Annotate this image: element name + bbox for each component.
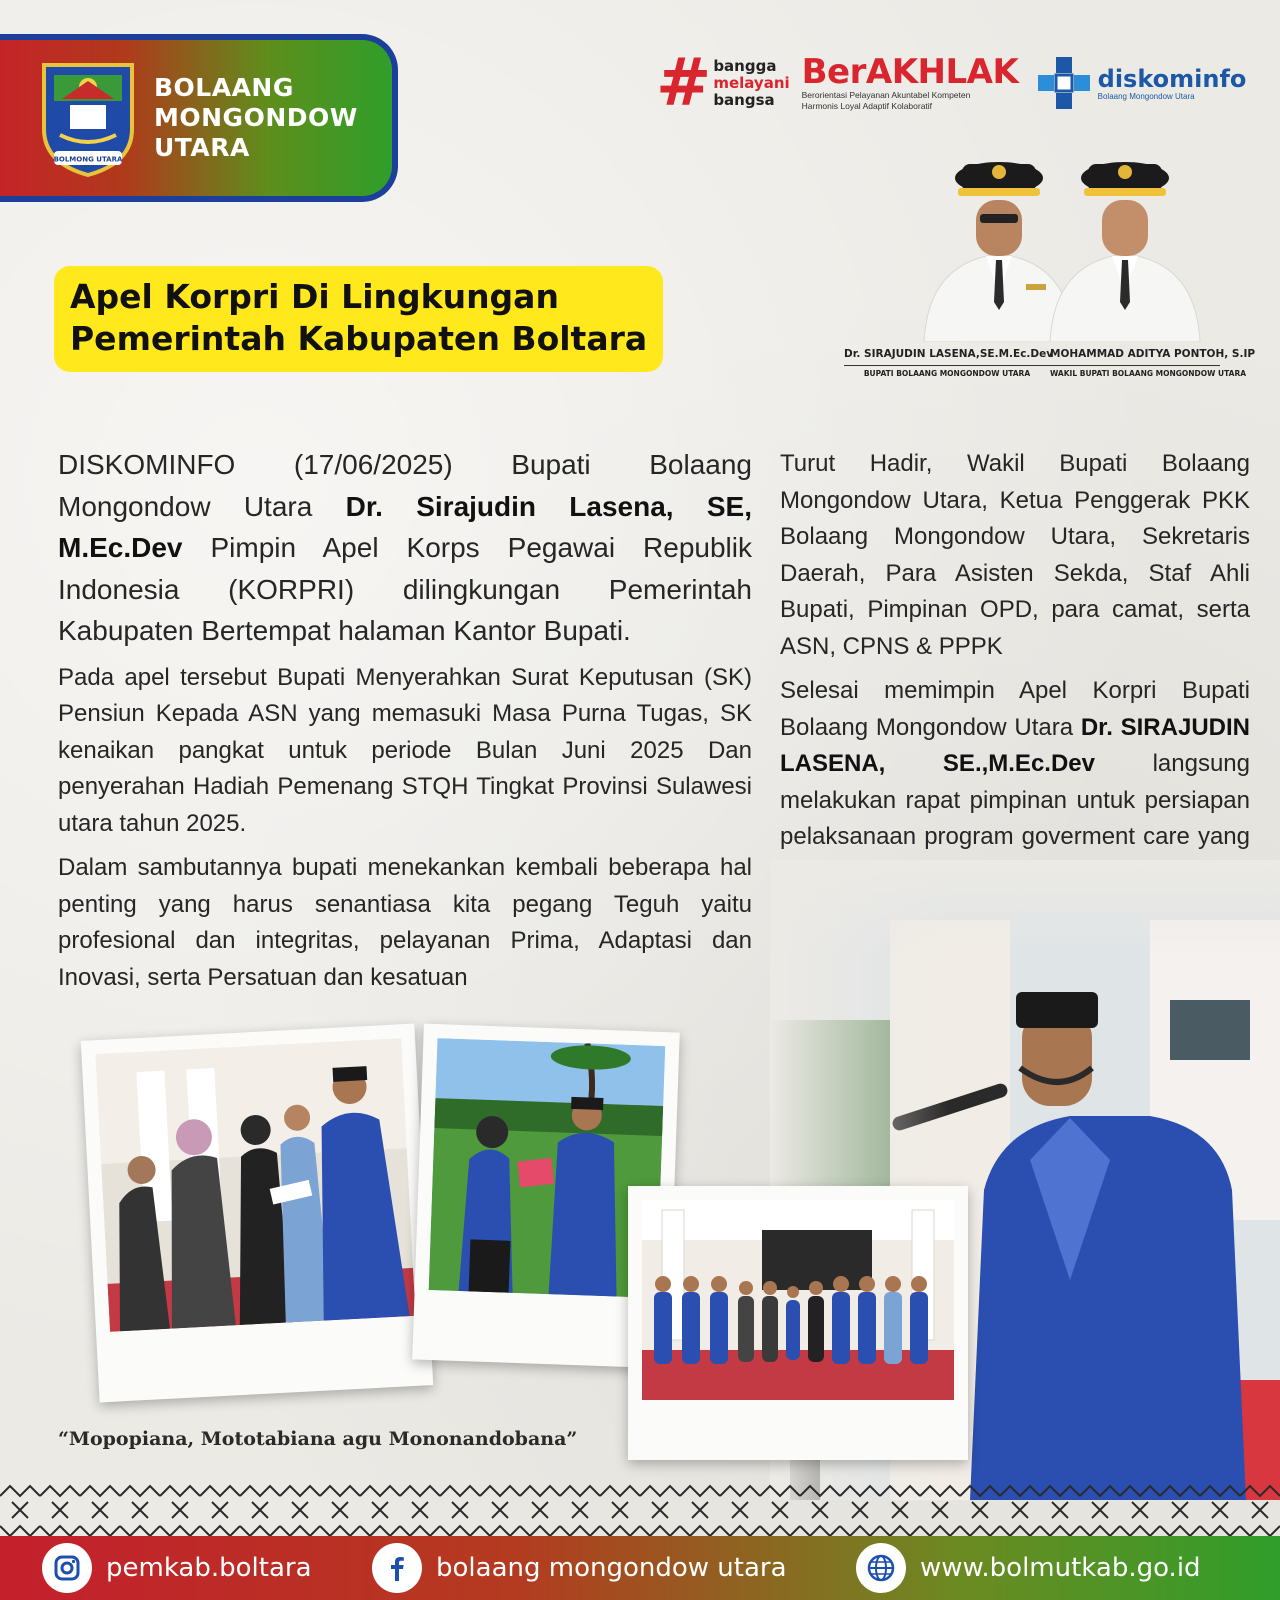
traditional-ornament-band: [0, 1480, 1280, 1536]
instagram-handle: pemkab.boltara: [106, 1553, 312, 1583]
instagram-link[interactable]: [42, 1543, 312, 1593]
bupati-caption: [844, 348, 1054, 378]
diskominfo-logo: [1036, 55, 1247, 111]
hashtag-symbol: #: [656, 44, 712, 121]
facebook-icon: [372, 1543, 422, 1593]
globe-icon: [856, 1543, 906, 1593]
official-role: WAKIL BUPATI BOLAANG MONGONDOW UTARA: [1050, 365, 1220, 378]
hashtag-word: bangga: [713, 56, 777, 75]
svg-text:BOLMONG UTARA: BOLMONG UTARA: [53, 155, 123, 164]
article-paragraph: [58, 444, 752, 652]
article-text: DISKOMINFO (17/06/2025) Bupati Bolaang Mongondow Utara: [58, 449, 752, 522]
website-url: www.bolmutkab.go.id: [920, 1553, 1201, 1583]
bangga-melayani-bangsa-logo: [656, 44, 790, 121]
article-paragraph: Turut Hadir, Wakil Bupati Bolaang Mongondow Utara, Ketua Penggerak PKK Bolaang Mongondow Utara, Sekretaris Daerah, Para Asisten Sekda, Staf Ahli Bupati, Pimpinan OPD, para camat, serta ASN, CPNS & PPPK: [780, 450, 1250, 660]
wakil-bupati-caption: [1050, 348, 1256, 378]
article-bold-text: Dr. SIRAJUDIN LASENA, SE.,M.Ec.Dev: [780, 713, 1250, 777]
headline-line: Pemerintah Kabupaten Boltara: [70, 319, 648, 358]
article-text: Selesai memimpin Apel Korpri Bupati Bolaang Mongondow Utara: [780, 677, 1250, 741]
diskominfo-name: diskominfo: [1097, 64, 1247, 93]
diskominfo-sub: Bolaang Mongondow Utara: [1097, 91, 1195, 101]
berakhlak-tagline: Berorientasi Pelayanan Akuntabel Kompeten: [801, 90, 971, 100]
official-name: MOHAMMAD ADITYA PONTOH, S.IP: [1050, 348, 1256, 360]
hashtag-word: melayani: [713, 73, 790, 92]
facebook-link[interactable]: [372, 1543, 787, 1593]
officials-portraits: [844, 136, 1256, 386]
diskominfo-mark-icon: [1036, 55, 1092, 111]
article-text: langsung melakukan rapat pimpinan untuk persiapan pelaksanaan program goverment care yang: [780, 750, 1250, 850]
berakhlak-tagline: Harmonis Loyal Adaptif Kolaboratif: [801, 101, 933, 111]
brand-badge: [0, 34, 398, 202]
headline-box: [54, 266, 663, 372]
article-paragraph: Dalam sambutannya bupati menekankan kembali beberapa hal penting yang harus senantiasa kita pegang Teguh yaitu profesional dan integritas, pelayanan Prima, Adaptasi dan Inovasi, serta Persatuan dan kesatuan: [58, 854, 752, 991]
instagram-icon: [42, 1543, 92, 1593]
hashtag-word: bangsa: [713, 90, 775, 109]
article-paragraph: Pada apel tersebut Bupati Menyerahkan Surat Keputusan (SK) Pensiun Kepada ASN yang memasuki Masa Purna Tugas, SK kenaikan pangkat untuk periode Bulan Juni 2025 Dan penyerahan Hadiah Pemenang STQH Tingkat Provinsi Sulawesi utara tahun 2025.: [58, 663, 752, 837]
article-text: Pimpin Apel Korps Pegawai Republik Indonesia (KORPRI) dilingkungan Pemerintah Kabupaten Bertempat halaman Kantor Bupati.: [58, 532, 752, 646]
official-name: Dr. SIRAJUDIN LASENA,SE.M.Ec.Dev: [844, 348, 1054, 360]
brand-name-line: BOLAANG: [154, 73, 294, 102]
article-right-column: [780, 446, 1250, 929]
brand-name: [154, 73, 358, 163]
regional-motto: “Mopopiana, Mototabiana agu Mononandobana”: [58, 1428, 578, 1450]
footer-bar: [0, 1536, 1280, 1600]
article-left-column: [58, 444, 752, 996]
partner-logos: [656, 44, 1247, 121]
brand-name-line: UTARA: [154, 133, 250, 162]
article-bold-text: Dr. Sirajudin Lasena, SE, M.Ec.Dev: [58, 490, 753, 563]
regency-crest-icon: [40, 59, 136, 177]
official-role: BUPATI BOLAANG MONGONDOW UTARA: [844, 365, 1050, 378]
berakhlak-title: BerAKHLAK: [801, 52, 1019, 92]
photo-group: [628, 1186, 968, 1460]
photo-handover-sk: [81, 1024, 433, 1403]
berakhlak-logo: [802, 54, 1024, 112]
facebook-page: bolaang mongondow utara: [436, 1553, 787, 1583]
brand-name-line: MONGONDOW: [154, 103, 358, 132]
headline-line: Apel Korpri Di Lingkungan: [70, 277, 559, 316]
website-link[interactable]: [856, 1543, 1201, 1593]
wakil-bupati-portrait: [1040, 142, 1210, 342]
